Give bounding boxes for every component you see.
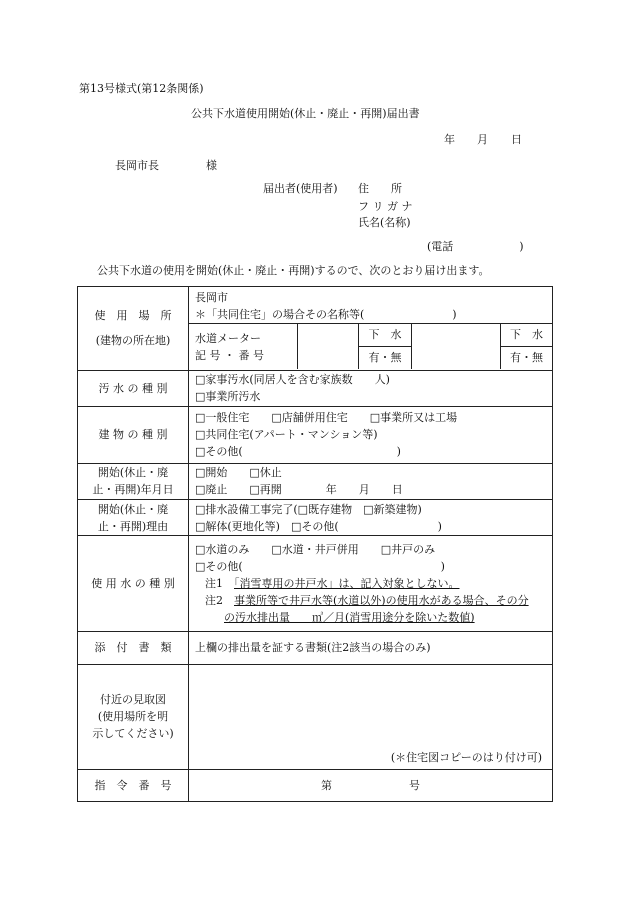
application-form-table xyxy=(77,286,553,802)
water-type-label: 使 用 水 の 種 別 xyxy=(91,577,175,591)
meter-input-cell[interactable] xyxy=(298,324,359,369)
water-type-option-row-1[interactable]: □水道のみ □水道・井戸併用 □井戸のみ xyxy=(195,543,436,557)
sewage-options-cell xyxy=(189,370,553,406)
map-label-2: (使用場所を明 xyxy=(97,710,169,724)
meter-input-cell-2[interactable] xyxy=(412,324,501,369)
sewer-header-2: 下 水 xyxy=(501,324,552,347)
reason-label-cell xyxy=(78,500,189,536)
order-number-label: 指 令 番 号 xyxy=(94,778,172,792)
building-option-row-1[interactable]: □一般住宅 □店舗併用住宅 □事業所又は工場 xyxy=(195,411,458,425)
building-options-cell xyxy=(189,407,553,464)
reason-label-1: 開始(休止・廃 xyxy=(97,502,169,516)
meter-label-cell xyxy=(189,324,298,369)
start-date-label-2: 止・再開)年月日 xyxy=(92,483,174,497)
applicant-label: 届出者(使用者) xyxy=(263,182,338,195)
furigana-label: フ リ ガ ナ xyxy=(358,200,413,213)
order-number-label-cell xyxy=(78,769,189,801)
start-date-option-row-2[interactable]: □廃止 □再開 年 月 日 xyxy=(195,483,403,497)
sewer-column-1 xyxy=(359,324,412,369)
sewer-option-1[interactable]: 有・無 xyxy=(368,351,402,365)
date-day: 日 xyxy=(511,133,522,146)
note-2-text-b: の汚水排出量 ㎥／月(消雪用途分を除いた数値) xyxy=(224,611,475,625)
sewage-label-cell xyxy=(78,370,189,406)
location-label: 使 用 場 所 xyxy=(94,309,172,323)
reason-option-row-2[interactable]: □解体(更地化等) □その他( ) xyxy=(195,519,442,533)
start-date-label-1: 開始(休止・廃 xyxy=(97,466,169,480)
building-label: 建 物 の 種 別 xyxy=(98,428,168,442)
location-city: 長岡市 xyxy=(195,291,228,305)
addressee: 長岡市長 xyxy=(115,159,159,172)
start-date-option-row-1[interactable]: □開始 □休止 xyxy=(195,466,282,480)
reason-options-cell xyxy=(189,500,553,536)
building-label-cell xyxy=(78,407,189,464)
note-2 xyxy=(195,592,552,609)
water-type-option-other[interactable]: □その他( ) xyxy=(195,560,445,574)
date-year: 年 xyxy=(444,133,455,146)
meter-label-1: 水道メーター xyxy=(195,331,261,345)
note-2-text-a: 事業所等で井戸水等(水道以外)の使用水がある場合、その分 xyxy=(234,594,529,608)
document-title: 公共下水道使用開始(休止・廃止・再開)届出書 xyxy=(191,107,420,120)
order-number-value-cell xyxy=(189,769,553,801)
map-note: (＊住宅図コピーのはり付け可) xyxy=(390,750,542,764)
location-label-cell xyxy=(78,287,189,371)
map-area-cell[interactable] xyxy=(189,664,553,769)
note-1-text: 「消雪専用の井戸水」は、記入対象としない。 xyxy=(234,577,460,591)
building-option-apartment[interactable]: □共同住宅(アパート・マンション等) xyxy=(195,428,378,442)
location-value-cell xyxy=(189,287,553,371)
attachment-label: 添 付 書 類 xyxy=(94,641,172,655)
sewage-option-household[interactable]: □家事汚水(同居人を含む家族数 人) xyxy=(195,373,390,387)
intro-text: 公共下水道の使用を開始(休止・廃止・再開)するので、次のとおり届け出ます。 xyxy=(97,264,490,277)
attachment-text: 上欄の排出量を証する書類(注2該当の場合のみ) xyxy=(195,641,431,655)
start-date-options-cell xyxy=(189,463,553,499)
note-2-prefix: 注2 xyxy=(205,594,234,608)
map-label-cell xyxy=(78,664,189,769)
sewer-header-1: 下 水 xyxy=(359,324,411,347)
start-date-label-cell xyxy=(78,463,189,499)
order-number-text: 第 号 xyxy=(321,778,420,792)
reason-option-row-1[interactable]: □排水設備工事完了(□既存建物 □新築建物) xyxy=(195,502,422,516)
water-type-options-cell xyxy=(189,536,553,632)
location-sub-label: (建物の所在地) xyxy=(95,334,171,348)
note-1 xyxy=(195,575,552,592)
location-note: ＊「共同住宅」の場合その名称等( ) xyxy=(195,308,457,322)
sewage-label: 汚 水 の 種 別 xyxy=(98,381,168,395)
sewer-option-2[interactable]: 有・無 xyxy=(510,351,543,365)
note-1-prefix: 注1 xyxy=(205,577,234,591)
sewage-option-business[interactable]: □事業所汚水 xyxy=(195,390,261,404)
water-type-label-cell xyxy=(78,536,189,632)
map-label-1: 付近の見取図 xyxy=(100,693,166,707)
phone-label: (電話 ) xyxy=(427,240,524,253)
meter-label-2: 記 号 ・ 番 号 xyxy=(195,348,264,362)
map-label-3: 示してください) xyxy=(92,727,174,741)
address-label: 住 所 xyxy=(358,182,402,195)
sewer-column-2 xyxy=(501,324,552,369)
form-number: 第13号様式(第12条関係) xyxy=(79,82,204,95)
name-label: 氏名(名称) xyxy=(358,216,411,229)
attachment-label-cell xyxy=(78,632,189,664)
reason-label-2: 止・再開)理由 xyxy=(97,519,169,533)
date-month: 月 xyxy=(477,133,488,146)
addressee-suffix: 様 xyxy=(206,159,217,172)
building-option-other[interactable]: □その他( ) xyxy=(195,445,401,459)
attachment-value-cell xyxy=(189,632,553,664)
